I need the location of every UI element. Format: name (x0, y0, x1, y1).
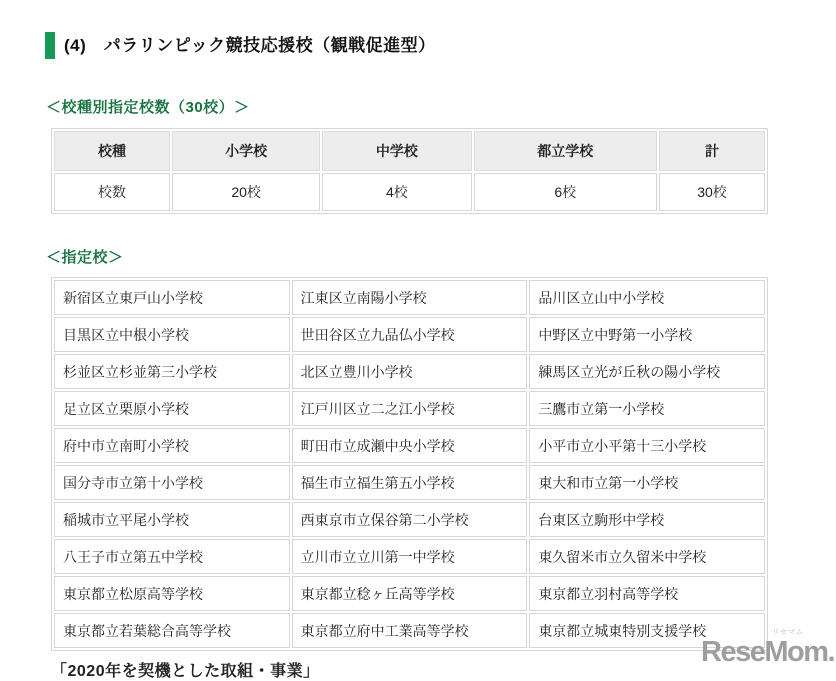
school-cell: 江東区立南陽小学校 (292, 280, 528, 315)
school-row (54, 576, 765, 611)
summary-data-cell: 20校 (172, 173, 320, 211)
school-row (54, 280, 765, 315)
school-row (54, 465, 765, 500)
school-cell: 町田市立成瀬中央小学校 (292, 428, 528, 463)
logo-wordmark: ReseMom (701, 636, 828, 668)
school-cell: 八王子市立第五中学校 (54, 539, 290, 574)
school-cell: 福生市立福生第五小学校 (292, 465, 528, 500)
summary-data-cell: 6校 (474, 173, 658, 211)
school-cell: 足立区立栗原小学校 (54, 391, 290, 426)
logo-dot: . (827, 636, 836, 668)
schools-table (51, 277, 768, 651)
school-cell: 東京都立松原高等学校 (54, 576, 290, 611)
title-accent-bar (45, 32, 55, 59)
school-cell: 品川区立山中小学校 (529, 280, 765, 315)
summary-header-cell: 小学校 (172, 131, 320, 171)
footer-clipped-text: 「2020年を契機とした取組・事業」 (51, 663, 320, 680)
school-row (54, 391, 765, 426)
summary-data-cell: 校数 (54, 173, 170, 211)
school-cell: 稲城市立平尾小学校 (54, 502, 290, 537)
school-cell: 立川市立立川第一中学校 (292, 539, 528, 574)
school-cell: 東京都立稔ヶ丘高等学校 (292, 576, 528, 611)
school-cell: 練馬区立光が丘秋の陽小学校 (529, 354, 765, 389)
school-cell: 三鷹市立第一小学校 (529, 391, 765, 426)
school-cell: 北区立豊川小学校 (292, 354, 528, 389)
school-cell: 東京都立羽村高等学校 (529, 576, 765, 611)
school-row (54, 317, 765, 352)
summary-data-cell: 4校 (322, 173, 471, 211)
school-cell: 新宿区立東戸山小学校 (54, 280, 290, 315)
school-row (54, 428, 765, 463)
school-cell: 東京都立府中工業高等学校 (292, 613, 528, 648)
summary-header-cell: 都立学校 (474, 131, 658, 171)
school-row (54, 354, 765, 389)
school-cell: 国分寺市立第十小学校 (54, 465, 290, 500)
resemom-logo[interactable] (701, 629, 836, 669)
school-cell: 府中市立南町小学校 (54, 428, 290, 463)
school-cell: 東大和市立第一小学校 (529, 465, 765, 500)
logo-ruby-text: リセマム (772, 629, 804, 636)
summary-data-row (54, 173, 765, 211)
school-cell: 中野区立中野第一小学校 (529, 317, 765, 352)
school-cell: 東京都立若葉総合高等学校 (54, 613, 290, 648)
school-cell: 東京都立城東特別支援学校 (529, 613, 765, 648)
section-heading-school-counts: ＜校種別指定校数（30校）＞ (46, 99, 250, 116)
section-heading-designated-schools: ＜指定校＞ (46, 249, 124, 266)
summary-header-cell: 計 (659, 131, 765, 171)
school-cell: 西東京市立保谷第二小学校 (292, 502, 528, 537)
school-cell: 台東区立駒形中学校 (529, 502, 765, 537)
summary-header-cell: 中学校 (322, 131, 471, 171)
summary-header-cell: 校種 (54, 131, 170, 171)
school-row (54, 502, 765, 537)
summary-table (51, 128, 768, 214)
school-cell: 世田谷区立九品仏小学校 (292, 317, 528, 352)
school-row (54, 613, 765, 648)
page-title: (4) パラリンピック競技応援校（観戦促進型） (64, 36, 436, 55)
school-cell: 目黒区立中根小学校 (54, 317, 290, 352)
school-cell: 小平市立小平第十三小学校 (529, 428, 765, 463)
page-title-row (45, 32, 436, 59)
school-cell: 江戸川区立二之江小学校 (292, 391, 528, 426)
school-cell: 杉並区立杉並第三小学校 (54, 354, 290, 389)
summary-header-row (54, 131, 765, 171)
summary-data-cell: 30校 (659, 173, 765, 211)
school-row (54, 539, 765, 574)
school-cell: 東久留米市立久留米中学校 (529, 539, 765, 574)
